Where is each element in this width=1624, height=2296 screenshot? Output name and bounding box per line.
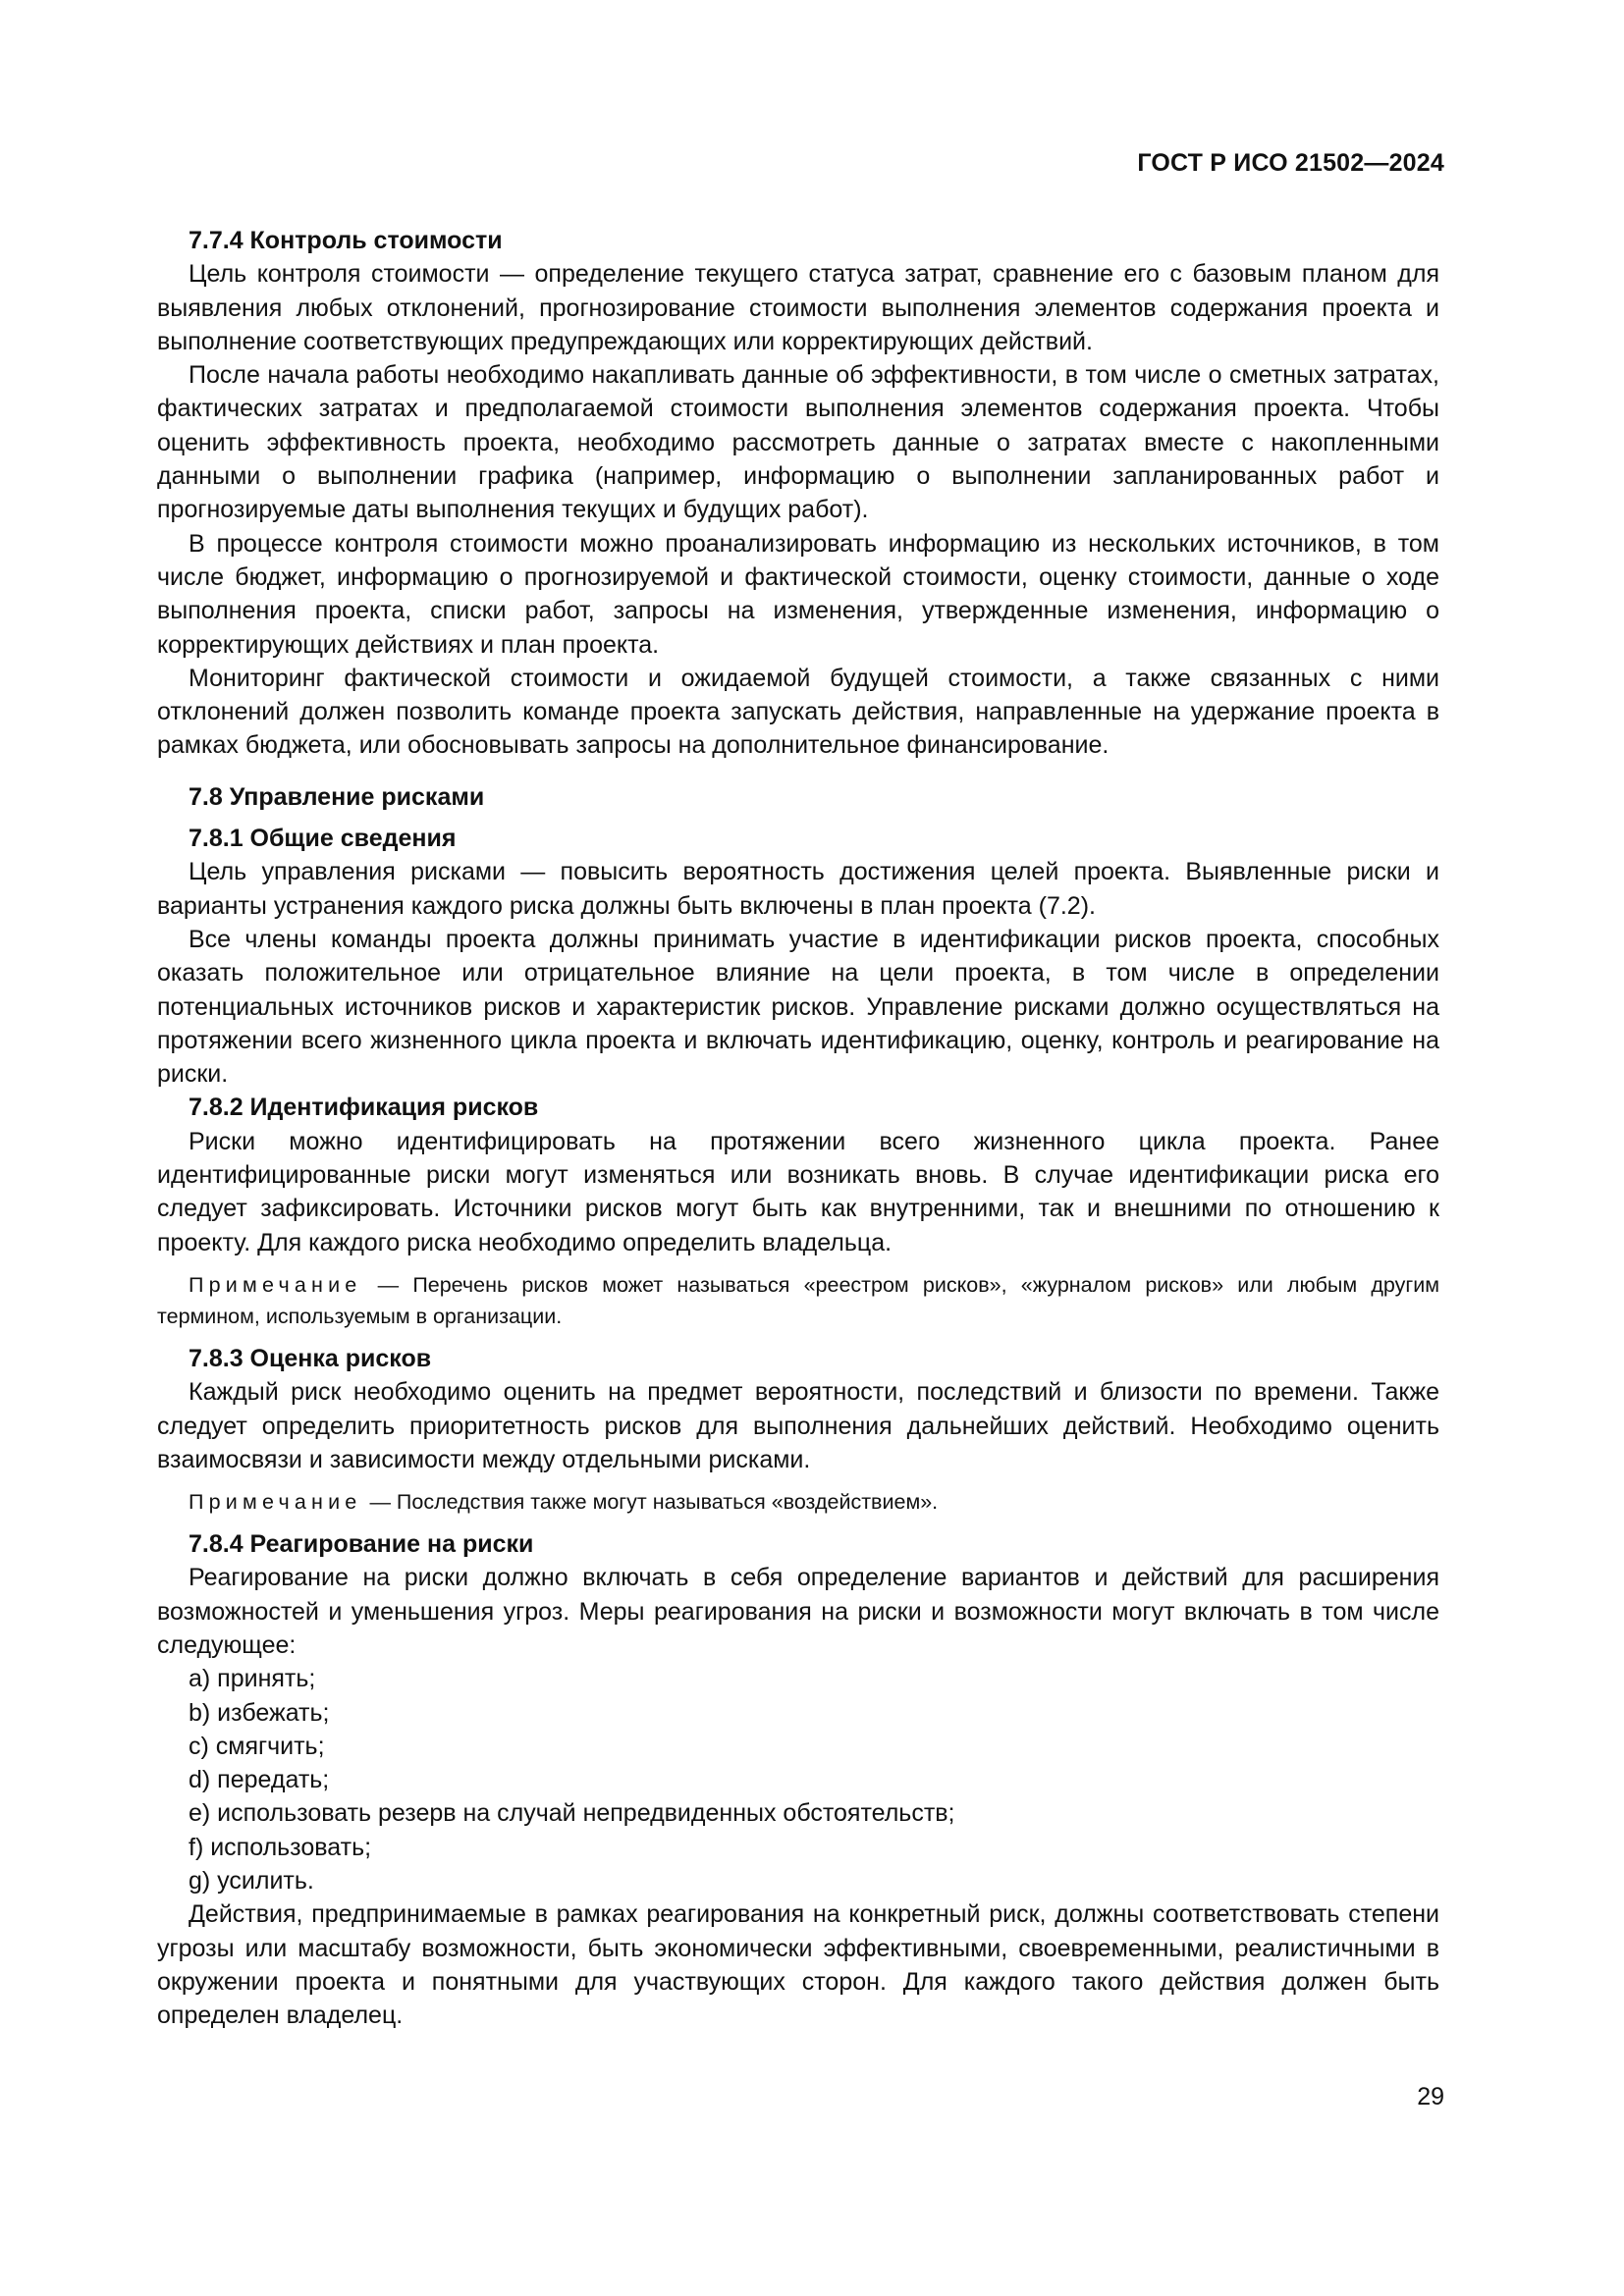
note-label: Примечание bbox=[189, 1272, 362, 1297]
section-heading-7-8-4: 7.8.4 Реагирование на риски bbox=[189, 1530, 534, 1559]
paragraph: Все члены команды проекта должны принимать участие в идентификации рисков проекта, способных оказать положительное или отрицательное влияние на цели проекта, в том числе в определении потенциальных источников рисков и характеристик рисков. Управление рисками должно осуществляться на протяжении всего жизненного цикла проекта и включать идентификацию, оценку, контроль и реагирование на риски. bbox=[157, 925, 1439, 1089]
paragraph: Действия, предпринимаемые в рамках реагирования на конкретный риск, должны соответствовать степени угрозы или масштабу возможности, быть экономически эффективными, своевременными, реалистичными в окружении проекта и понятными для участвующих сторон. Для каждого такого действия должен быть определен владелец. bbox=[157, 1900, 1439, 2030]
section-heading-7-8-1: 7.8.1 Общие сведения bbox=[189, 825, 457, 853]
paragraph: После начала работы необходимо накапливать данные об эффективности, в том числе о сметных затратах, фактических затратах и предполагаемой стоимости выполнения элементов содержания проекта. Чтобы оценить эффективность проекта, необходимо рассмотреть данные о затратах вместе с накопленными данными о выполнении графика (например, информацию о выполнении запланированных работ и прогнозируемые даты выполнения текущих и будущих работ). bbox=[157, 361, 1439, 524]
paragraph: В процессе контроля стоимости можно проанализировать информацию из нескольких источников, в том числе бюджет, информацию о прогнозируемой и фактической стоимости, оценку стоимости, данные о ходе выполнения проекта, списки работ, запросы на изменения, утвержденные изменения, информацию о корректирующих действиях и план проекта. bbox=[157, 529, 1439, 659]
list-item: a) принять; bbox=[189, 1665, 316, 1693]
page-number: 29 bbox=[1417, 2083, 1444, 2110]
page-content bbox=[157, 224, 1439, 2033]
list-item: e) использовать резерв на случай непредвиденных обстоятельств; bbox=[189, 1799, 955, 1828]
paragraph: Цель контроля стоимости — определение текущего статуса затрат, сравнение его с базовым планом для выявления любых отклонений, прогнозирование стоимости выполнения элементов содержания проекта и выполнение соответствующих предупреждающих или корректирующих действий. bbox=[157, 260, 1439, 355]
note bbox=[157, 1486, 1439, 1518]
section-heading-7-8-3: 7.8.3 Оценка рисков bbox=[189, 1344, 432, 1372]
paragraph: Цель управления рисками — повысить вероятность достижения целей проекта. Выявленные риски и варианты устранения каждого риска должны быть включены в план проекта (7.2). bbox=[157, 858, 1439, 920]
list-item: b) избежать; bbox=[189, 1698, 330, 1727]
section-heading-7-7-4: 7.7.4 Контроль стоимости bbox=[189, 227, 503, 254]
section-heading-7-8-2: 7.8.2 Идентификация рисков bbox=[189, 1094, 539, 1122]
standard-number-header: ГОСТ Р ИСО 21502—2024 bbox=[1137, 149, 1444, 177]
note-text: — Перечень рисков может называться «реестром рисков», «журналом рисков» или любым другим термином, используемым в организации. bbox=[157, 1272, 1439, 1328]
paragraph: Каждый риск необходимо оценить на предмет вероятности, последствий и близости по времени. Также следует определить приоритетность рисков для выполнения дальнейших действий. Необходимо оценить взаимосвязи и зависимости между отдельными рисками. bbox=[157, 1378, 1439, 1473]
section-heading-7-8: 7.8 Управление рисками bbox=[189, 782, 485, 811]
paragraph: Реагирование на риски должно включать в себя определение вариантов и действий для расширения возможностей и уменьшения угроз. Меры реагирования на риски и возможности могут включать в том числе следующее: bbox=[157, 1564, 1439, 1659]
list-item: f) использовать; bbox=[189, 1833, 372, 1861]
paragraph: Мониторинг фактической стоимости и ожидаемой будущей стоимости, а также связанных с ними отклонений должен позволить команде проекта запускать действия, направленные на удержание проекта в рамках бюджета, или обосновывать запросы на дополнительное финансирование. bbox=[157, 664, 1439, 760]
note-text: — Последствия также могут называться «воздействием». bbox=[369, 1490, 939, 1515]
list-item: d) передать; bbox=[189, 1766, 330, 1794]
note-label: Примечание bbox=[189, 1490, 362, 1515]
note bbox=[157, 1269, 1439, 1332]
list-item: c) смягчить; bbox=[189, 1732, 325, 1760]
response-options-list bbox=[157, 1662, 1439, 1897]
list-item: g) усилить. bbox=[189, 1867, 314, 1896]
paragraph: Риски можно идентифицировать на протяжении всего жизненного цикла проекта. Ранее идентифицированные риски могут изменяться или возникать вновь. В случае идентификации риска его следует зафиксировать. Источники рисков могут быть как внутренними, так и внешними по отношению к проекту. Для каждого риска необходимо определить владельца. bbox=[157, 1127, 1439, 1256]
